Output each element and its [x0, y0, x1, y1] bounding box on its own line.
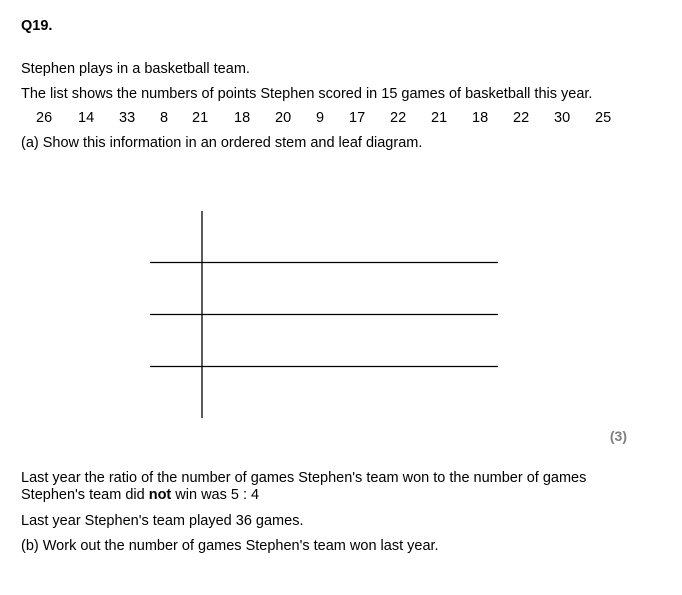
part-a-marks: (3) — [609, 428, 627, 444]
part-a-prompt: (a) Show this information in an ordered stem and leaf diagram. — [21, 135, 423, 151]
list-intro-text: The list shows the numbers of points Stephen scored in 15 games of basketball this year. — [21, 86, 593, 102]
point-value: 9 — [316, 110, 325, 126]
games-played-text: Last year Stephen's team played 36 games. — [21, 513, 304, 529]
point-value: 20 — [275, 110, 292, 126]
part-b-prompt: (b) Work out the number of games Stephen's team won last year. — [21, 538, 439, 554]
point-value: 8 — [160, 110, 169, 126]
point-value: 18 — [234, 110, 251, 126]
point-value: 22 — [513, 110, 530, 126]
intro-text: Stephen plays in a basketball team. — [21, 61, 250, 77]
ratio-paragraph — [21, 470, 621, 504]
ratio-text-end: win was 5 : 4 — [171, 487, 260, 503]
point-value: 21 — [192, 110, 209, 126]
point-value: 14 — [78, 110, 95, 126]
ratio-text-start: Last year the ratio of the number of games Stephen's team won to the number of games Stephen's team did — [21, 470, 587, 503]
ratio-bold-not: not — [148, 487, 172, 503]
point-value: 22 — [390, 110, 407, 126]
point-value: 33 — [119, 110, 136, 126]
point-value: 21 — [431, 110, 448, 126]
point-value: 26 — [36, 110, 53, 126]
point-value: 25 — [595, 110, 612, 126]
point-value: 30 — [554, 110, 571, 126]
question-number: Q19. — [21, 18, 53, 34]
point-value: 17 — [349, 110, 366, 126]
point-value: 18 — [472, 110, 489, 126]
